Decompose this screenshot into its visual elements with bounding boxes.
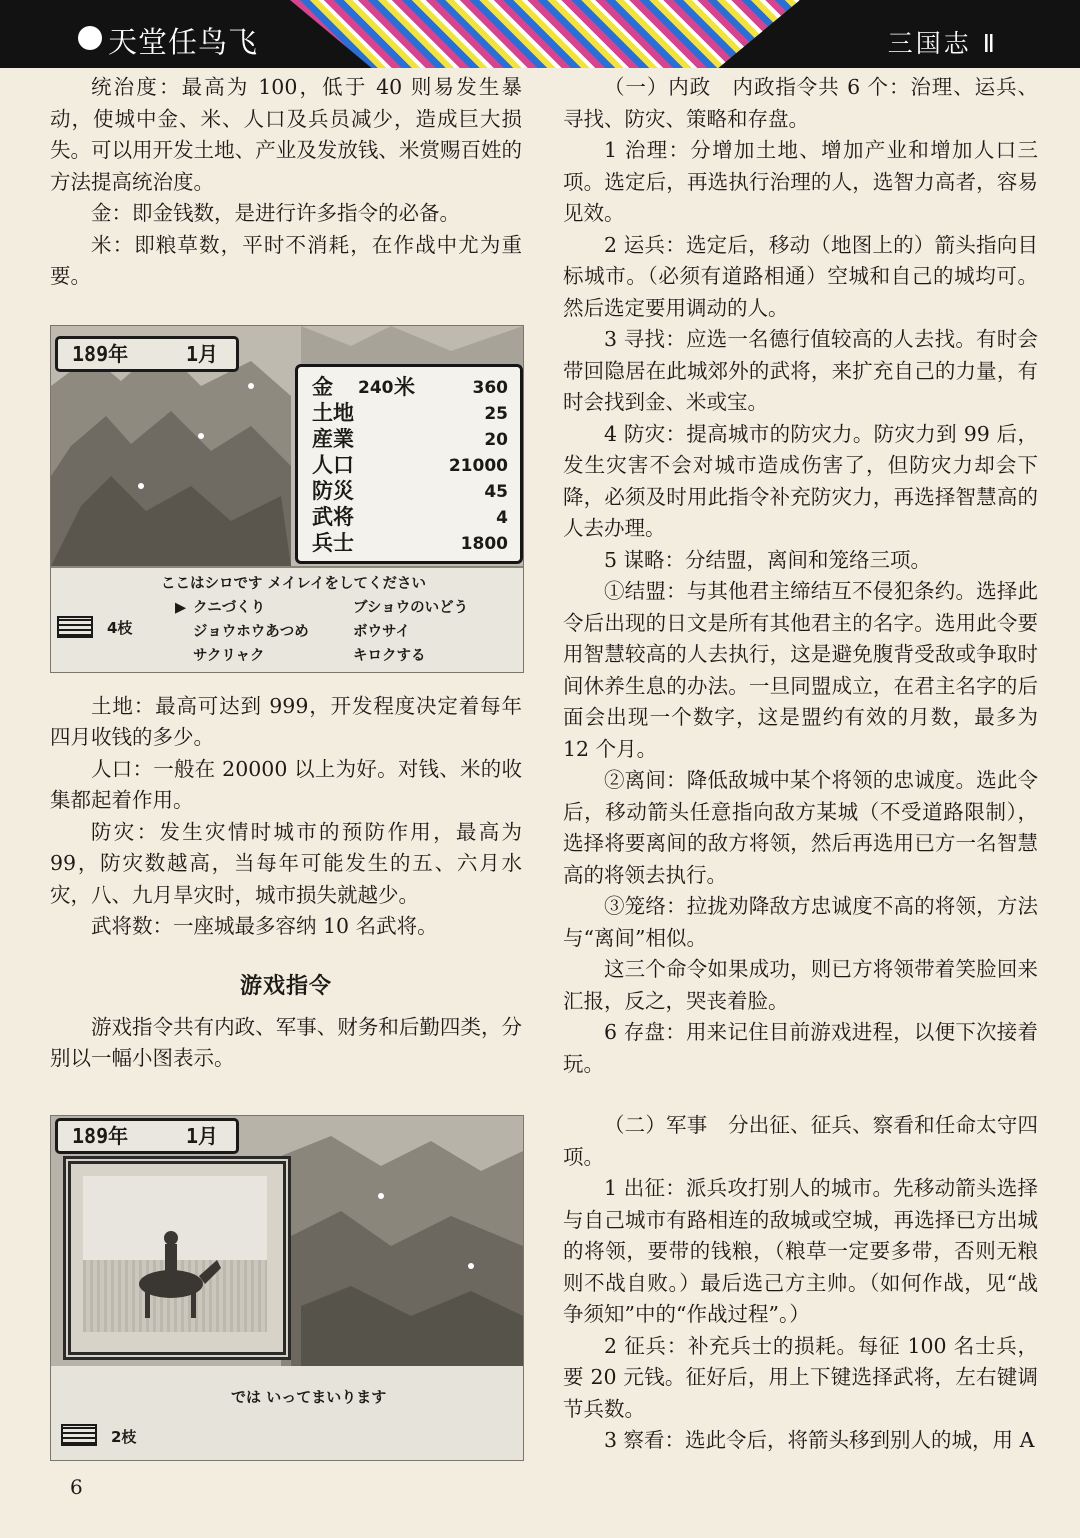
stat-value: 4 xyxy=(496,507,508,528)
paragraph-search: 3 寻找：应选一名德行值较高的人去找。有时会带回隐居在此城郊外的武将，来扩充自己的力量，有时会找到金、米或宝。 xyxy=(563,327,1038,414)
month-label: 1月 xyxy=(186,341,219,366)
horse-rider-icon xyxy=(111,1214,231,1324)
stat-row xyxy=(312,427,508,451)
stat-value: 1800 xyxy=(460,533,508,554)
paragraph-result: 这三个命令如果成功，则已方将领带着笑脸回来汇报，反之，哭丧着脸。 xyxy=(563,957,1038,1013)
units-count: 4枝 xyxy=(107,618,133,637)
paragraph-generals: 武将数：一座城最多容纳 10 名武将。 xyxy=(91,914,438,938)
stat-row-gold-rice xyxy=(312,375,508,399)
stat-row xyxy=(312,479,508,503)
stat-value: 21000 xyxy=(448,455,508,476)
paragraph-strategy: 5 谋略：分结盟，离间和笼络三项。 xyxy=(604,547,932,572)
menu-message: ここはシロです メイレイをしてください xyxy=(161,575,427,592)
paragraph-win-over: ③笼络：拉拢劝降敌方忠诚度不高的将领，方法与“离间”相似。 xyxy=(563,894,1038,950)
date-box xyxy=(55,336,239,372)
paragraph-rule-degree: 统治度：最高为 100，低于 40 则易发生暴动，使城中金、米、人口及兵员减少，造成巨大损失。可以用开发土地、产业及发放钱、米赏赐百姓的方法提高统治度。 xyxy=(50,75,522,194)
menu-option[interactable]: キロクする xyxy=(353,647,426,664)
page-header xyxy=(0,0,1080,68)
command-menu xyxy=(51,566,523,673)
screenshot-dispatch xyxy=(50,1115,524,1461)
city-stats-panel xyxy=(295,364,523,564)
stat-value: 20 xyxy=(484,429,508,450)
stat-label: 兵士 xyxy=(312,530,354,555)
paragraph-govern: 1 治理：分增加土地、增加产业和增加人口三项。选定后，再选执行治理的人，选智力高者，容易见效。 xyxy=(563,138,1038,225)
portrait-frame xyxy=(63,1156,291,1360)
menu-option[interactable]: サクリャク xyxy=(193,647,265,664)
paragraph-internal-affairs: （一）内政 内政指令共 6 个：治理、运兵、寻找、防灾、策略和存盘。 xyxy=(563,75,1038,131)
bullet-dot-icon xyxy=(78,26,102,50)
stat-label: 金 xyxy=(312,374,333,399)
paragraph-population: 人口：一般在 20000 以上为好。对钱、米的收集都起着作用。 xyxy=(50,756,522,812)
stat-row xyxy=(312,453,508,477)
controller-icon xyxy=(61,1424,97,1446)
stat-value: 240 xyxy=(358,377,394,398)
paragraph-disaster-prevention: 防灾：发生灾情时城市的预防作用，最高为 99，防灾数越高，当每年可能发生的五、六月水灾，八、九月旱灾时，城市损失就越少。 xyxy=(50,819,522,907)
menu-option[interactable]: ブショウのいどう xyxy=(353,599,469,616)
paragraph-commands-intro: 游戏指令共有内政、军事、财务和后勤四类，分别以一幅小图表示。 xyxy=(50,1014,522,1070)
paragraph-rice: 米：即粮草数，平时不消耗，在作战中尤为重要。 xyxy=(50,232,522,288)
column-title: 天堂任鸟飞 xyxy=(108,25,259,59)
screenshot-city-status xyxy=(50,325,524,673)
stat-row xyxy=(312,531,508,555)
stat-row xyxy=(312,401,508,425)
stat-label: 産業 xyxy=(312,426,354,451)
controller-icon xyxy=(57,616,93,638)
page-number: 6 xyxy=(70,1475,83,1499)
left-column xyxy=(50,72,522,1479)
menu-option[interactable]: クニづくり xyxy=(193,599,266,616)
dispatch-message: では いってまいります xyxy=(231,1387,387,1406)
stat-value: 25 xyxy=(484,403,508,424)
date-box xyxy=(55,1118,239,1154)
paragraph-campaign: 1 出征：派兵攻打别人的城市。先移动箭头选择与自己城市有路相连的敌城或空城，再选择已方出城的将领，要带的钱粮，（粮草一定要多带，否则无粮则不战自败。）最后选己方主帅。（如何作战，见“战争须知”中的“作战过程”。） xyxy=(563,1176,1038,1326)
rice-label: 米 xyxy=(394,374,415,399)
menu-option[interactable]: ジョウホウあつめ xyxy=(193,623,309,640)
stat-label: 土地 xyxy=(312,400,354,425)
right-column xyxy=(563,72,1038,1457)
stat-label: 武将 xyxy=(312,504,354,529)
section-heading: 游戏指令 xyxy=(239,973,332,999)
paragraph-gold: 金：即金钱数，是进行许多指令的必备。 xyxy=(91,201,460,225)
month-label: 1月 xyxy=(186,1123,219,1148)
year-label: 189年 xyxy=(72,1123,129,1148)
year-label: 189年 xyxy=(72,341,129,366)
message-box xyxy=(51,1366,523,1460)
stat-row xyxy=(312,505,508,529)
stat-value: 45 xyxy=(484,481,508,502)
paragraph-inspect: 3 察看：选此令后，将箭头移到别人的城，用 A xyxy=(604,1428,1035,1452)
paragraph-sow-discord: ②离间：降低敌城中某个将领的忠诚度。选此令后，移动箭头任意指向敌方某城（不受道路限制），选择将要离间的敌方将领，然后再选用已方一名智慧高的将领去执行。 xyxy=(563,768,1038,887)
cursor-arrow-icon: ▶ xyxy=(175,599,187,616)
game-title: 三国志 Ⅱ xyxy=(887,29,998,58)
paragraph-disaster: 4 防灾：提高城市的防灾力。防灾力到 99 后，发生灾害不会对城市造成伤害了，但防灾力却会下降，必须及时用此指令补充防灾力，再选择智慧高的人去办理。 xyxy=(563,421,1038,540)
paragraph-save: 6 存盘：用来记住目前游戏进程，以便下次接着玩。 xyxy=(563,1020,1038,1076)
stat-label: 人口 xyxy=(312,452,354,477)
rice-value: 360 xyxy=(472,377,508,398)
paragraph-land: 土地：最高可达到 999，开发程度决定着每年四月收钱的多少。 xyxy=(50,693,522,749)
header-stripe-decoration xyxy=(290,0,800,68)
menu-option[interactable]: ボウサイ xyxy=(353,623,410,640)
units-count: 2枝 xyxy=(111,1427,137,1446)
spacer xyxy=(563,1080,1038,1110)
paragraph-military: （二）军事 分出征、征兵、察看和任命太守四项。 xyxy=(563,1113,1038,1169)
paragraph-transport: 2 运兵：选定后，移动（地图上的）箭头指向目标城市。（必须有道路相通）空城和自己的城均可。然后选定要用调动的人。 xyxy=(563,232,1038,320)
stat-label: 防災 xyxy=(312,478,354,503)
paragraph-conscript: 2 征兵：补充兵士的损耗。每征 100 名士兵，要 20 元钱。征好后，用上下键选择武将，左右键调节兵数。 xyxy=(563,1333,1038,1421)
paragraph-alliance: ①结盟：与其他君主缔结互不侵犯条约。选择此令后出现的日文是所有其他君主的名字。选用此令要用智慧较高的人去执行，这是避免腹背受敌或争取时间休养生息的办法。一旦同盟成立，在君主名字的后面会出现一个数字，这是盟约有效的月数，最多为 12 个月。 xyxy=(563,579,1038,761)
